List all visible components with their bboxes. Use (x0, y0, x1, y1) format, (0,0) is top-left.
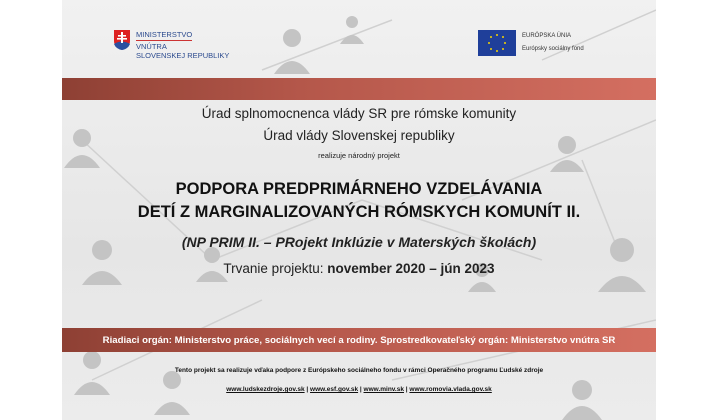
eu-line2: Európsky sociálny fond (522, 46, 584, 52)
project-title-line2: DETÍ Z MARGINALIZOVANÝCH RÓMSKYCH KOMUNÍT II. (137, 203, 581, 221)
link-romovia[interactable]: www.romovia.vlada.gov.sk (409, 386, 492, 393)
top-band (62, 78, 656, 100)
eu-line1: EURÓPSKA ÚNIA (522, 33, 572, 39)
ministry-line3: SLOVENSKEJ REPUBLIKY (136, 51, 230, 60)
separator: | (403, 386, 410, 393)
funding-note: Tento projekt sa realizuje vďaka podpore z Európskeho sociálneho fondu v rámci Operačného programu Ľudské zdroje (174, 367, 544, 374)
eu-logo (478, 30, 584, 56)
duration-value: november 2020 – jún 2023 (327, 261, 495, 276)
duration-label: Trvanie projektu: (223, 261, 328, 276)
ministry-line2: VNÚTRA (136, 42, 167, 51)
footer-links (62, 386, 656, 393)
realizes-text: realizuje národný projekt (318, 151, 400, 160)
project-poster (62, 0, 656, 420)
eu-flag-icon (478, 30, 516, 56)
project-title-line1: PODPORA PREDPRIMÁRNEHO VZDELÁVANIA (175, 180, 543, 198)
office-line1: Úrad splnomocnenca vlády SR pre rómske komunity (201, 106, 517, 121)
bottom-band (62, 328, 656, 352)
separator: | (304, 386, 311, 393)
separator: | (358, 386, 364, 393)
office-line2: Úrad vlády Slovenskej republiky (263, 128, 455, 143)
ministry-logo (114, 30, 229, 60)
project-duration (62, 261, 656, 276)
ministry-line1: MINISTERSTVO (136, 30, 193, 39)
slovak-coat-of-arms-icon (114, 30, 130, 50)
link-minv[interactable]: www.minv.sk (363, 386, 404, 393)
authority-text: Riadiaci orgán: Ministerstvo práce, sociálnych vecí a rodiny. Sprostredkovateľský orgán: Ministerstvo vnútra SR (102, 334, 616, 346)
link-ludskezdroje[interactable]: www.ludskezdroje.gov.sk (226, 386, 305, 393)
project-subtitle: (NP PRIM II. – PRojekt Inklúzie v Materských školách) (181, 234, 537, 250)
link-esf[interactable]: www.esf.gov.sk (310, 386, 359, 393)
